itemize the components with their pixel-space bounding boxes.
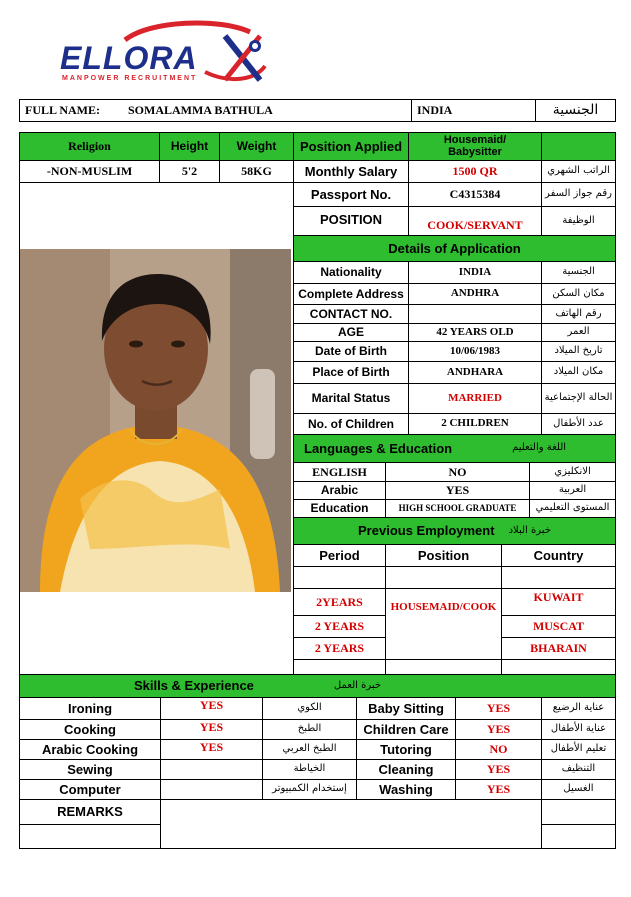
employment-end-position [385, 659, 502, 675]
employment-title: Previous Employment [358, 523, 495, 539]
details-value-0: INDIA [408, 261, 542, 284]
details-ar-4: تاريخ الميلاد [541, 341, 616, 362]
employment-period-3: 2 YEARS [293, 637, 386, 660]
skill-right-ar-4: الغسيل [541, 779, 616, 800]
details-ar-1: مكان السكن [541, 283, 616, 305]
details-title: Details of Application [293, 235, 616, 262]
monthly-salary-value: 1500 QR [408, 160, 542, 183]
lang-ar-1: العربية [529, 481, 616, 500]
employment-blank-position [385, 566, 502, 589]
details-value-7: 2 CHILDREN [408, 413, 542, 435]
skill-left-value-4 [160, 779, 263, 800]
employment-blank-country [501, 566, 616, 589]
skill-left-value-3 [160, 759, 263, 780]
passport-label: Passport No. [293, 182, 409, 207]
details-label-5: Place of Birth [293, 361, 409, 384]
employment-position: HOUSEMAID/COOK [385, 588, 502, 660]
details-ar-7: عدد الأطفال [541, 413, 616, 435]
details-ar-2: رقم الهاتف [541, 304, 616, 324]
remarks-value [160, 799, 542, 849]
remarks-label: REMARKS [19, 799, 161, 825]
skill-right-ar-3: التنظيف [541, 759, 616, 780]
skill-left-value-2: YES [160, 739, 263, 760]
remarks-ar-top [541, 799, 616, 825]
details-ar-3: العمر [541, 323, 616, 342]
details-label-4: Date of Birth [293, 341, 409, 362]
skill-left-ar-0: الكوي [262, 697, 357, 720]
lang-label-2: Education [293, 499, 386, 518]
details-label-0: Nationality [293, 261, 409, 284]
employment-period-1: 2YEARS [293, 588, 386, 616]
details-value-2 [408, 304, 542, 324]
religion-header: Religion [19, 132, 160, 161]
languages-title-cell [293, 434, 616, 463]
employment-end-country [501, 659, 616, 675]
skill-right-value-4: YES [455, 779, 542, 800]
full-name-value: SOMALAMMA BATHULA [128, 103, 273, 118]
skill-left-ar-4: إستخدام الكمبيوتر [262, 779, 357, 800]
skill-left-ar-2: الطبخ العربي [262, 739, 357, 760]
lang-value-2: HIGH SCHOOL GRADUATE [385, 499, 530, 518]
skill-left-ar-1: الطبخ [262, 719, 357, 740]
religion-value: -NON-MUSLIM [19, 160, 160, 183]
languages-title: Languages & Education [304, 440, 453, 456]
header-nationality: INDIA [411, 99, 536, 122]
remarks-label-blank [19, 824, 161, 849]
full-name-label: FULL NAME: [25, 103, 100, 118]
details-value-1: ANDHRA [408, 283, 542, 305]
details-value-5: ANDHARA [408, 361, 542, 384]
logo-tagline: MANPOWER RECRUITMENT [62, 75, 198, 82]
lang-label-0: ENGLISH [293, 462, 386, 482]
skills-title: Skills & Experience [133, 678, 254, 694]
skill-right-value-2: NO [455, 739, 542, 760]
skills-title-cell [19, 674, 616, 698]
employment-blank-period [293, 566, 386, 589]
employment-country-3: BHARAIN [501, 637, 616, 660]
employment-country-2: MUSCAT [501, 615, 616, 638]
languages-title-ar: اللغة والتعليم [512, 442, 567, 454]
skill-right-label-3: Cleaning [356, 759, 456, 780]
skill-right-label-2: Tutoring [356, 739, 456, 760]
full-name-cell [19, 99, 412, 122]
details-label-3: AGE [293, 323, 409, 342]
skill-right-ar-2: تعليم الأطفال [541, 739, 616, 760]
lang-ar-0: الانكليزي [529, 462, 616, 482]
skill-right-value-1: YES [455, 719, 542, 740]
logo-brand: ELLORA [60, 40, 198, 76]
skill-left-label-1: Cooking [19, 719, 161, 740]
weight-value: 58KG [219, 160, 294, 183]
candidate-photo [20, 249, 291, 592]
lang-value-0: NO [385, 462, 530, 482]
skill-right-label-0: Baby Sitting [356, 697, 456, 720]
details-label-6: Marital Status [293, 383, 409, 414]
monthly-salary-label: Monthly Salary [293, 160, 409, 183]
employment-title-cell [293, 517, 616, 545]
skill-right-ar-0: عناية الرضيع [541, 697, 616, 720]
passport-ar: رقم جواز السفر [541, 182, 616, 207]
employment-title-ar: خبرة البلاد [508, 524, 551, 536]
header-nationality-ar: الجنسية [535, 99, 616, 122]
skill-left-label-2: Arabic Cooking [19, 739, 161, 760]
lang-ar-2: المستوى التعليمي [529, 499, 616, 518]
employment-end-period [293, 659, 386, 675]
skill-left-label-0: Ironing [19, 697, 161, 720]
details-label-2: CONTACT NO. [293, 304, 409, 324]
details-label-1: Complete Address [293, 283, 409, 305]
employment-country-1: KUWAIT [501, 588, 616, 616]
monthly-salary-ar: الراتب الشهري [541, 160, 616, 183]
details-ar-5: مكان الميلاد [541, 361, 616, 384]
weight-header: Weight [219, 132, 294, 161]
details-ar-0: الجنسية [541, 261, 616, 284]
details-label-7: No. of Children [293, 413, 409, 435]
position-applied-header: Position Applied [293, 132, 409, 161]
passport-value: C4315384 [408, 182, 542, 207]
lang-label-1: Arabic [293, 481, 386, 500]
height-header: Height [159, 132, 220, 161]
details-ar-6: الحالة الإجتماعية [541, 383, 616, 414]
skill-left-value-1: YES [160, 719, 263, 740]
position-applied-value: Housemaid/ Babysitter [408, 132, 542, 161]
skill-right-value-0: YES [455, 697, 542, 720]
remarks-ar-bottom [541, 824, 616, 849]
position-value: COOK/SERVANT [408, 206, 542, 236]
details-value-6: MARRIED [408, 383, 542, 414]
company-logo [55, 18, 270, 90]
skill-left-ar-3: الخياطة [262, 759, 357, 780]
skill-left-value-0: YES [160, 697, 263, 720]
employment-period-2: 2 YEARS [293, 615, 386, 638]
position-ar: الوظيفة [541, 206, 616, 236]
skill-right-ar-1: عناية الأطفال [541, 719, 616, 740]
skill-left-label-4: Computer [19, 779, 161, 800]
skill-right-label-4: Washing [356, 779, 456, 800]
lang-value-1: YES [385, 481, 530, 500]
height-value: 5'2 [159, 160, 220, 183]
employment-col-position: Position [385, 544, 502, 567]
position-label: POSITION [293, 206, 409, 236]
skill-left-label-3: Sewing [19, 759, 161, 780]
skill-right-label-1: Children Care [356, 719, 456, 740]
position-applied-ar [541, 132, 616, 161]
details-value-4: 10/06/1983 [408, 341, 542, 362]
details-value-3: 42 YEARS OLD [408, 323, 542, 342]
skill-right-value-3: YES [455, 759, 542, 780]
employment-col-period: Period [293, 544, 386, 567]
employment-col-country: Country [501, 544, 616, 567]
skills-title-ar: خبرة العمل [333, 679, 382, 691]
